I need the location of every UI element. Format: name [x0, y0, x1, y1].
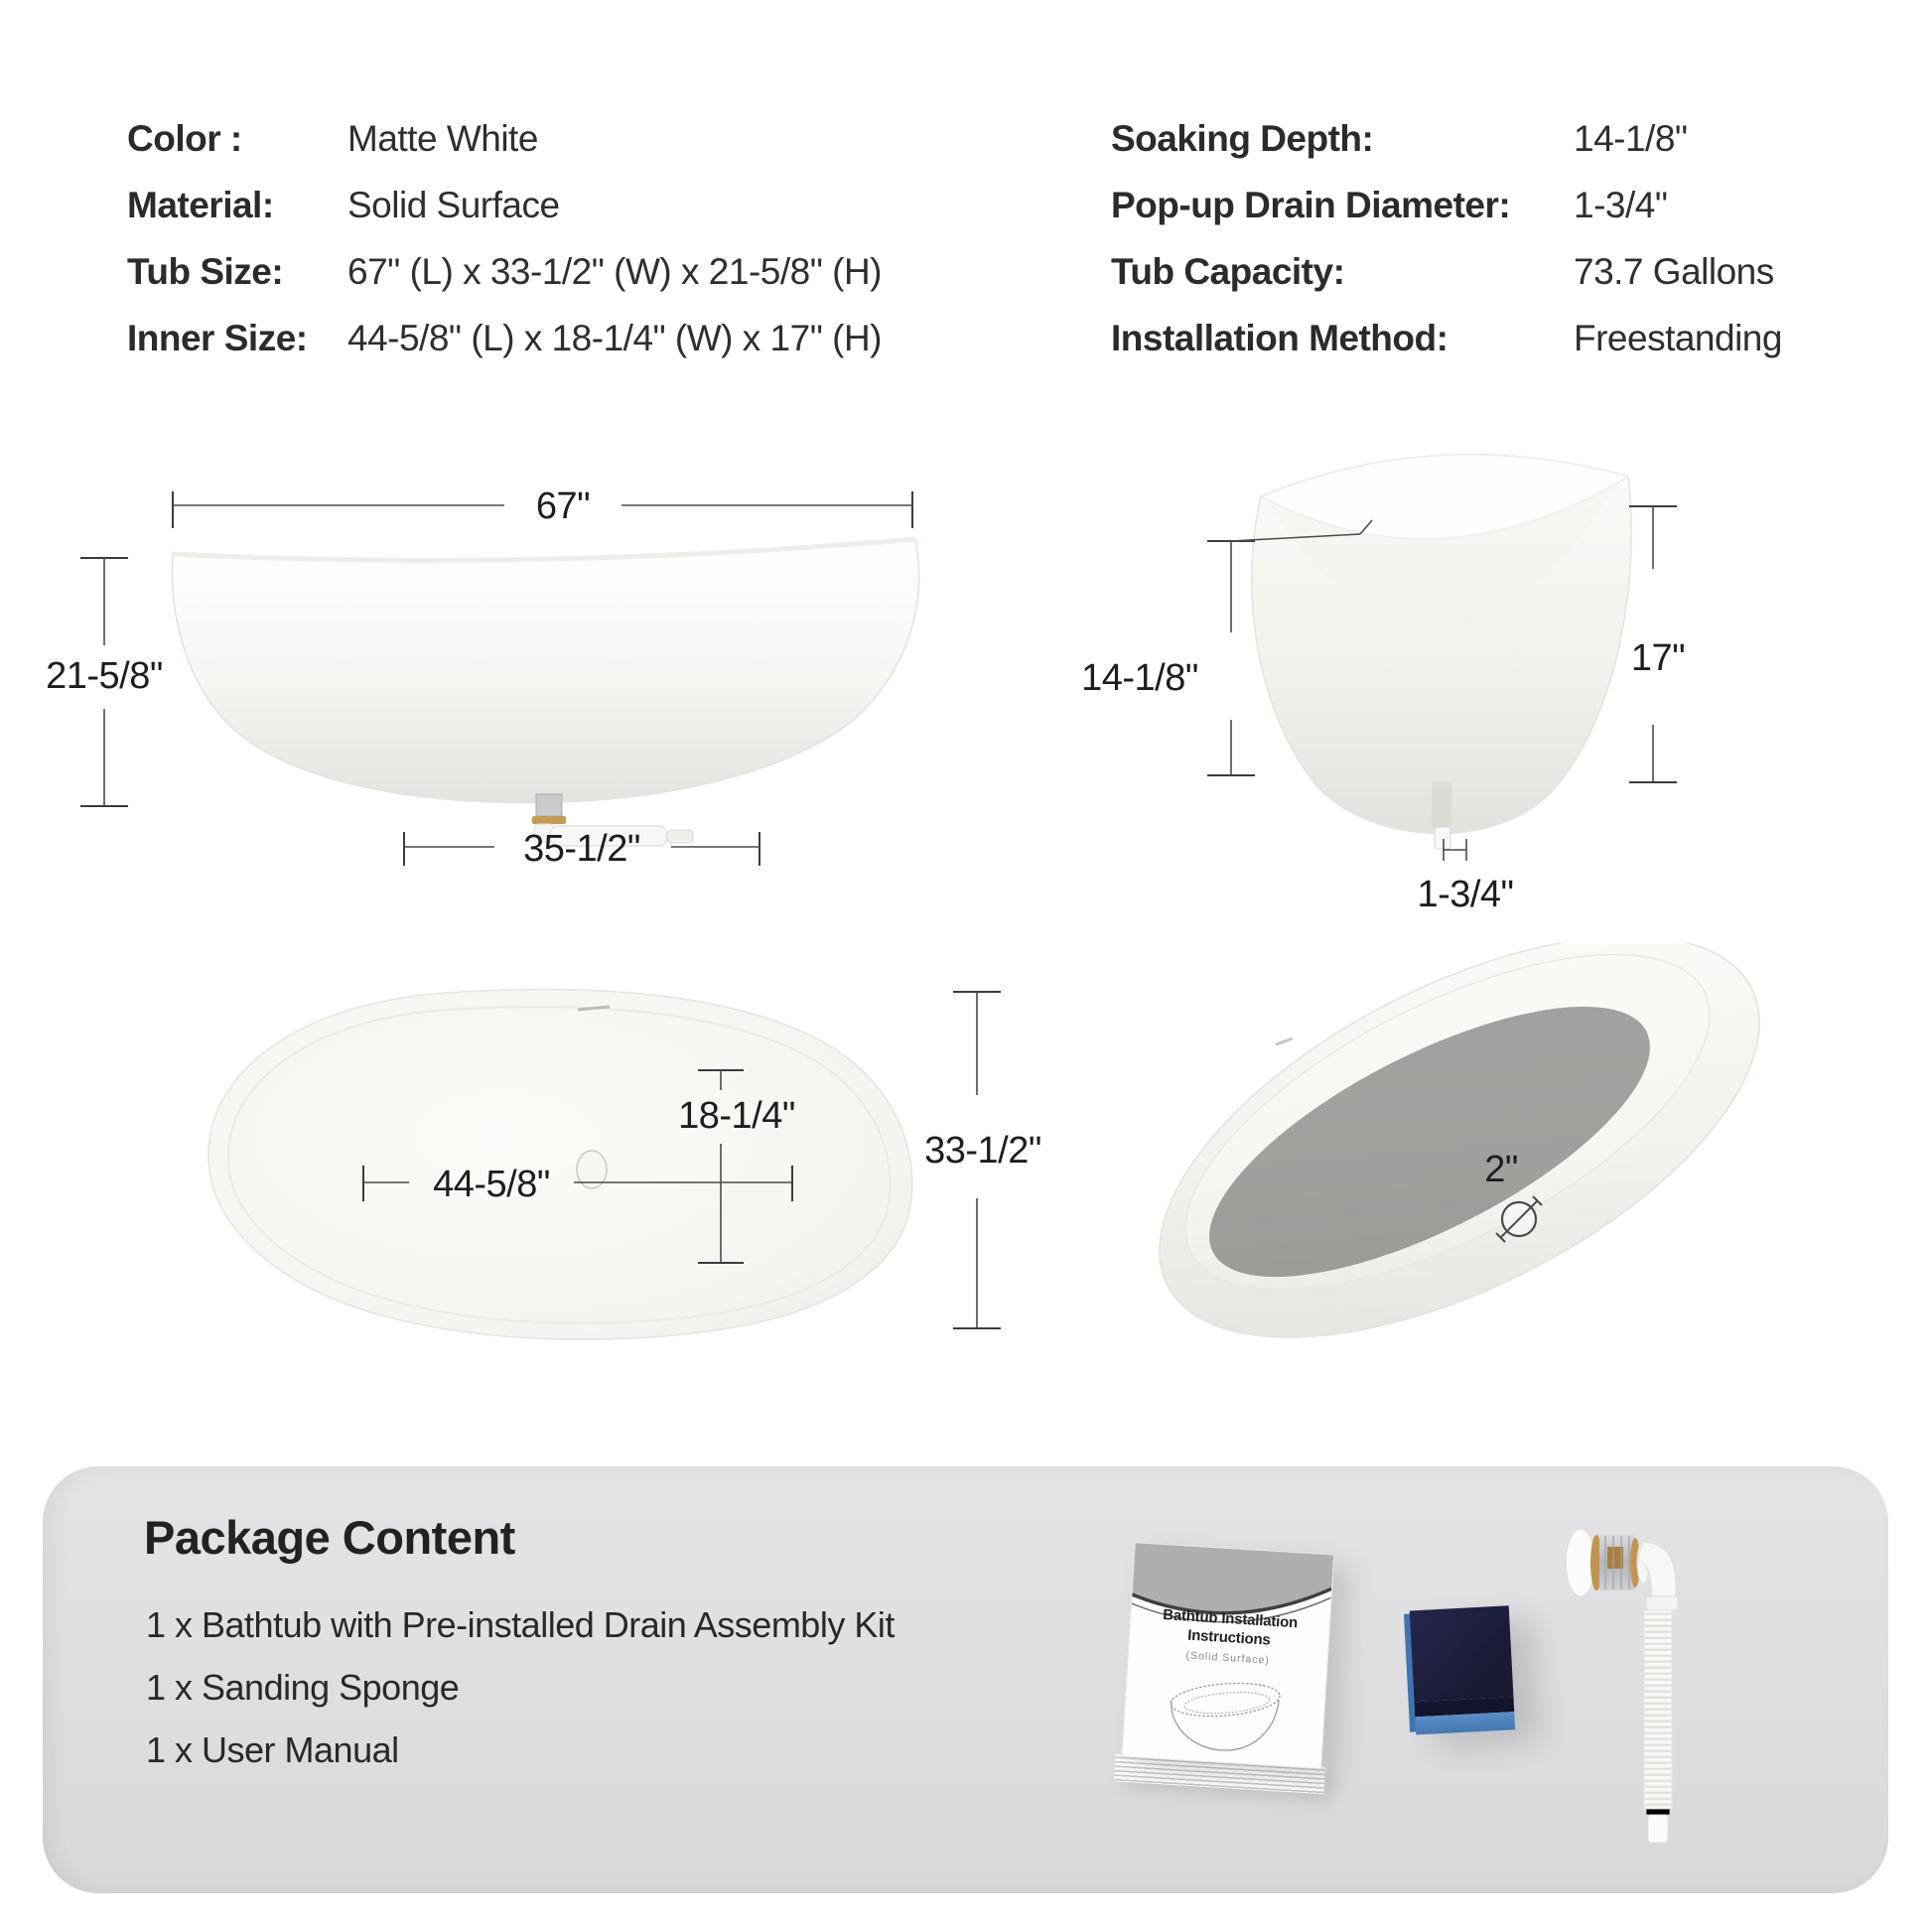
- package-content-panel: [43, 1466, 1888, 1893]
- dimension-label-inner-length: 44-5/8": [433, 1164, 550, 1205]
- popup-drain-flange: [1566, 1529, 1649, 1596]
- dimension-base-35-1-2: [404, 828, 759, 870]
- package-item-manual: 1 x User Manual: [146, 1729, 399, 1770]
- spec-row-soaking-depth: [1111, 105, 1905, 172]
- spec-label-inner-size: Inner Size:: [127, 317, 308, 358]
- spec-row-tub-size: [127, 238, 981, 305]
- spec-label-installation: Installation Method:: [1111, 317, 1449, 358]
- bathtub-perspective: [1099, 943, 1820, 1420]
- spec-value-tub-size: 67" (L) x 33-1/2" (W) x 21-5/8" (H): [347, 250, 882, 292]
- dimension-label-inner-width: 18-1/4": [678, 1095, 795, 1137]
- spec-label-drain-diameter: Pop-up Drain Diameter:: [1111, 184, 1511, 225]
- dimension-label-height: 21-5/8": [46, 655, 163, 697]
- package-title: Package Content: [144, 1511, 515, 1564]
- spec-label-capacity: Tub Capacity:: [1111, 250, 1345, 292]
- sponge-foam-base: [1415, 1712, 1515, 1734]
- spec-value-material: Solid Surface: [347, 184, 560, 225]
- dimension-drain-diameter: [1417, 839, 1513, 915]
- dimension-label-overall-width: 33-1/2": [924, 1130, 1041, 1172]
- overflow-mark-perspective: [1276, 1038, 1293, 1044]
- package-item-list: [146, 1593, 895, 1781]
- spec-table-right: [1111, 105, 1905, 371]
- dimension-inner-height: [1629, 506, 1685, 782]
- dimension-label-drain-diameter: 1-3/4": [1417, 874, 1514, 915]
- spec-row-inner-size: [127, 305, 981, 371]
- spec-value-drain-diameter: 1-3/4": [1574, 184, 1668, 225]
- booklet-cover: [1121, 1542, 1334, 1769]
- diagram-side-view: [40, 377, 953, 903]
- spec-label-soaking-depth: Soaking Depth:: [1111, 117, 1374, 159]
- booklet-subtitle: (Solid Surface): [1185, 1649, 1271, 1667]
- spec-row-color: [127, 105, 981, 172]
- spec-row-drain-diameter: [1111, 172, 1905, 238]
- spec-value-inner-size: 44-5/8" (L) x 18-1/4" (W) x 17" (H): [347, 317, 882, 358]
- instruction-booklet: [1120, 1542, 1333, 1797]
- bathtub-end-silhouette: [1252, 455, 1631, 849]
- sanding-sponge: [1404, 1605, 1515, 1734]
- dimension-label-soaking-depth: 14-1/8": [1081, 657, 1198, 699]
- bathtub-sketch: [1157, 1669, 1291, 1766]
- diagram-top-view: [149, 963, 1102, 1420]
- spec-label-color: Color :: [127, 117, 242, 159]
- booklet-title: Bathtub Installation Instructions: [1162, 1606, 1299, 1649]
- spec-row-capacity: [1111, 238, 1905, 305]
- drain-through-wall: [1432, 781, 1451, 827]
- package-item-bathtub: 1 x Bathtub with Pre-installed Drain Assembly Kit: [146, 1604, 895, 1645]
- spec-label-tub-size: Tub Size:: [127, 250, 284, 292]
- dimension-label-inner-height: 17": [1630, 637, 1686, 679]
- spec-table-left: [127, 105, 981, 371]
- drain-stub: [1435, 827, 1450, 849]
- dimension-length-67: [173, 485, 912, 528]
- dimension-label-base-width: 35-1/2": [523, 828, 640, 870]
- spec-row-material: [127, 172, 981, 238]
- spec-row-installation: [1111, 305, 1905, 371]
- dimension-height-21-5-8: [46, 558, 163, 806]
- dimension-overall-width: [924, 992, 1041, 1328]
- drain-assembly-kit: [1544, 1521, 1693, 1849]
- spec-value-capacity: 73.7 Gallons: [1574, 250, 1774, 292]
- diagram-end-view: [973, 382, 1807, 958]
- sponge-top-face: [1410, 1605, 1514, 1702]
- drain-elbow-and-hose: [1637, 1542, 1678, 1843]
- spec-value-installation: Freestanding: [1574, 317, 1782, 358]
- spec-value-soaking-depth: 14-1/8": [1574, 117, 1688, 159]
- spec-value-color: Matte White: [347, 117, 538, 159]
- bathtub-top-silhouette: [208, 990, 912, 1340]
- dimension-label-length: 67": [535, 485, 591, 527]
- package-item-sponge: 1 x Sanding Sponge: [146, 1667, 460, 1708]
- bathtub-side-silhouette: [172, 539, 918, 846]
- diagram-perspective-view: [1072, 943, 1866, 1420]
- dimension-label-drain-hole: 2": [1484, 1149, 1518, 1190]
- spec-label-material: Material:: [127, 184, 274, 225]
